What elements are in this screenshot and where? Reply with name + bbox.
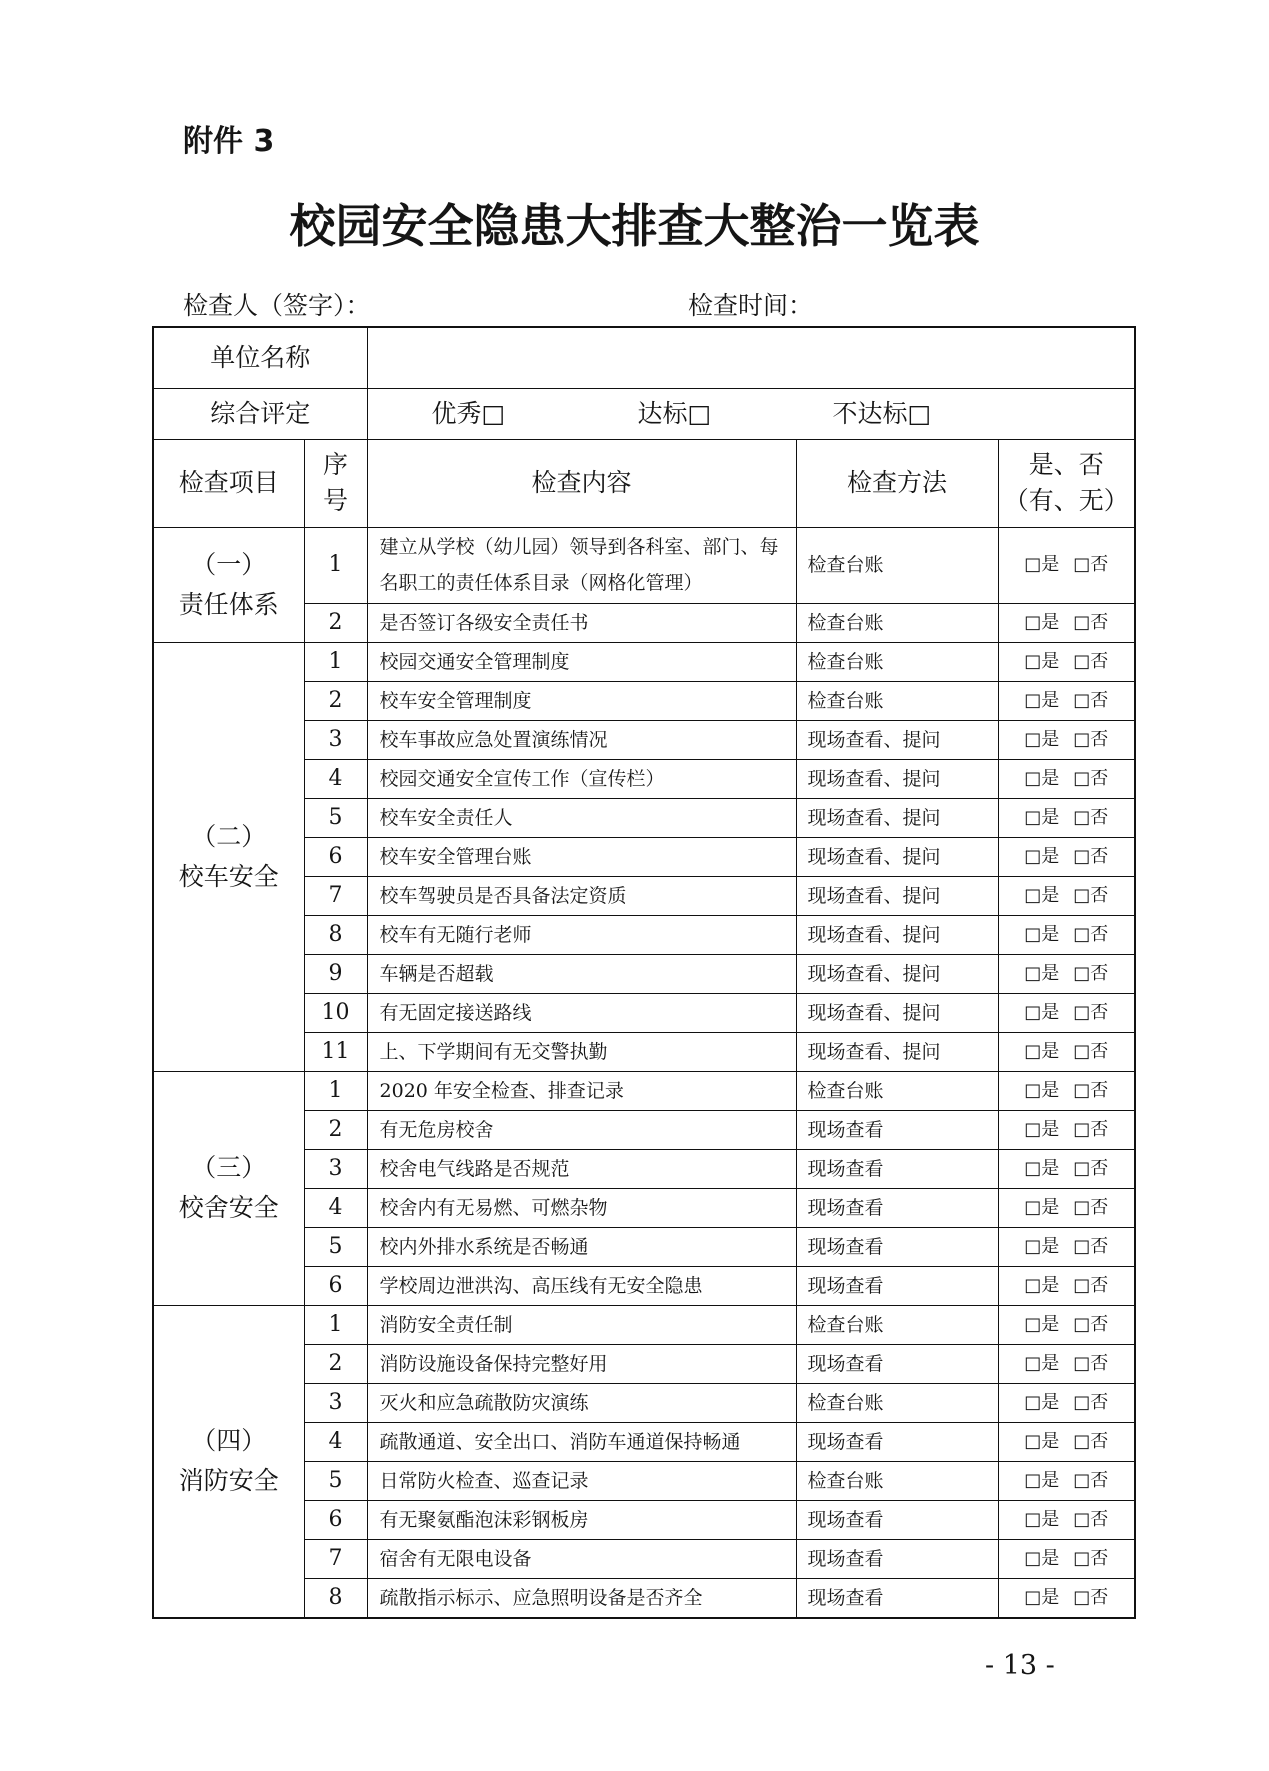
no-checkbox: □否 — [1073, 1235, 1109, 1257]
answer-cell — [998, 527, 1135, 603]
content-cell: 是否签订各级安全责任书 — [367, 603, 796, 642]
yes-checkbox: □是 — [1024, 1001, 1060, 1023]
answer-cell — [998, 1110, 1135, 1149]
table-row — [153, 1305, 1135, 1344]
no-checkbox: □否 — [1073, 1430, 1109, 1452]
sequence-cell: 10 — [304, 993, 367, 1032]
sequence-cell: 2 — [304, 1344, 367, 1383]
method-cell: 现场查看 — [796, 1422, 998, 1461]
no-checkbox: □否 — [1073, 1547, 1109, 1569]
yes-checkbox: □是 — [1024, 1157, 1060, 1179]
inspector-signature-label: 检查人（签字）： — [183, 291, 371, 320]
sequence-cell: 8 — [304, 1578, 367, 1618]
content-cell: 有无聚氨酯泡沫彩钢板房 — [367, 1500, 796, 1539]
method-cell: 检查台账 — [796, 1383, 998, 1422]
sequence-cell: 3 — [304, 720, 367, 759]
category-number: （一） — [191, 549, 267, 579]
method-cell: 现场查看、提问 — [796, 720, 998, 759]
unit-name-field — [367, 327, 1135, 388]
sequence-cell: 4 — [304, 1422, 367, 1461]
content-cell: 校车安全管理制度 — [367, 681, 796, 720]
method-cell: 现场查看、提问 — [796, 954, 998, 993]
yes-checkbox: □是 — [1024, 1547, 1060, 1569]
yes-checkbox: □是 — [1024, 962, 1060, 984]
category-number: （四） — [191, 1426, 267, 1455]
method-cell: 现场查看 — [796, 1110, 998, 1149]
answer-cell — [998, 1344, 1135, 1383]
answer-cell — [998, 759, 1135, 798]
yes-checkbox: □是 — [1024, 554, 1060, 575]
yes-checkbox: □是 — [1024, 1196, 1060, 1218]
method-cell: 检查台账 — [796, 1461, 998, 1500]
method-cell: 现场查看、提问 — [796, 993, 998, 1032]
no-checkbox: □否 — [1073, 845, 1109, 867]
content-cell: 校园交通安全管理制度 — [367, 642, 796, 681]
content-cell: 消防设施设备保持完整好用 — [367, 1344, 796, 1383]
yes-checkbox: □是 — [1024, 1352, 1060, 1374]
yes-checkbox: □是 — [1024, 1079, 1060, 1101]
category-name: 校舍安全 — [178, 1193, 279, 1222]
header-sequence-line: 序 — [323, 450, 349, 479]
sequence-cell: 5 — [304, 1227, 367, 1266]
answer-cell — [998, 954, 1135, 993]
content-cell: 宿舍有无限电设备 — [367, 1539, 796, 1578]
sequence-cell: 1 — [304, 527, 367, 603]
yes-checkbox: □是 — [1024, 1430, 1060, 1452]
overall-rating-options — [367, 388, 1135, 439]
sequence-cell: 6 — [304, 1500, 367, 1539]
answer-cell — [998, 1578, 1135, 1618]
header-sequence-line: 号 — [323, 486, 349, 515]
answer-cell — [998, 1539, 1135, 1578]
inspection-table — [152, 326, 1136, 1619]
yes-checkbox: □是 — [1024, 1391, 1060, 1413]
overall-rating-row — [153, 388, 1135, 439]
table-header-row — [153, 439, 1135, 527]
header-inspection-content: 检查内容 — [367, 439, 796, 527]
method-cell: 现场查看 — [796, 1149, 998, 1188]
answer-cell — [998, 1383, 1135, 1422]
content-cell: 学校周边泄洪沟、高压线有无安全隐患 — [367, 1266, 796, 1305]
yes-checkbox: □是 — [1024, 1586, 1060, 1608]
document-title: 校园安全隐患大排查大整治一览表 — [289, 199, 980, 253]
answer-cell — [998, 1422, 1135, 1461]
sequence-cell: 1 — [304, 642, 367, 681]
content-cell: 灭火和应急疏散防灾演练 — [367, 1383, 796, 1422]
answer-cell — [998, 1500, 1135, 1539]
no-checkbox: □否 — [1073, 1508, 1109, 1530]
category-name: 责任体系 — [178, 589, 279, 619]
answer-cell — [998, 642, 1135, 681]
category-name: 校车安全 — [178, 861, 279, 891]
no-checkbox: □否 — [1073, 1001, 1109, 1023]
no-checkbox: □否 — [1073, 611, 1109, 633]
sequence-cell: 7 — [304, 1539, 367, 1578]
header-inspection-item: 检查项目 — [153, 439, 304, 527]
sequence-cell: 3 — [304, 1149, 367, 1188]
no-checkbox: □否 — [1073, 650, 1109, 672]
method-cell: 现场查看、提问 — [796, 915, 998, 954]
yes-checkbox: □是 — [1024, 884, 1060, 906]
method-cell: 现场查看 — [796, 1539, 998, 1578]
method-cell: 现场查看、提问 — [796, 837, 998, 876]
no-checkbox: □否 — [1073, 1313, 1109, 1335]
method-cell: 检查台账 — [796, 681, 998, 720]
yes-checkbox: □是 — [1024, 728, 1060, 750]
no-checkbox: □否 — [1073, 1157, 1109, 1179]
no-checkbox: □否 — [1073, 1352, 1109, 1374]
rating-option-fail: 不达标□ — [832, 398, 932, 428]
method-cell: 现场查看 — [796, 1500, 998, 1539]
attachment-label: 附件 3 — [183, 124, 275, 159]
content-cell: 校车安全责任人 — [367, 798, 796, 837]
yes-checkbox: □是 — [1024, 1508, 1060, 1530]
answer-cell — [998, 915, 1135, 954]
method-cell: 现场查看 — [796, 1344, 998, 1383]
sequence-cell: 6 — [304, 837, 367, 876]
content-cell: 校园交通安全宣传工作（宣传栏） — [367, 759, 796, 798]
sequence-cell: 5 — [304, 798, 367, 837]
no-checkbox: □否 — [1073, 1196, 1109, 1218]
no-checkbox: □否 — [1073, 806, 1109, 828]
no-checkbox: □否 — [1073, 1469, 1109, 1491]
no-checkbox: □否 — [1073, 923, 1109, 945]
category-cell — [153, 1305, 304, 1618]
answer-cell — [998, 681, 1135, 720]
header-yes-no — [998, 439, 1135, 527]
method-cell: 检查台账 — [796, 1305, 998, 1344]
method-cell: 现场查看 — [796, 1227, 998, 1266]
table-row — [153, 527, 1135, 603]
category-number: （二） — [191, 821, 267, 851]
yes-checkbox: □是 — [1024, 689, 1060, 711]
answer-cell — [998, 720, 1135, 759]
answer-cell — [998, 1188, 1135, 1227]
sequence-cell: 5 — [304, 1461, 367, 1500]
no-checkbox: □否 — [1073, 1274, 1109, 1296]
answer-cell — [998, 837, 1135, 876]
table-row — [153, 642, 1135, 681]
category-cell — [153, 527, 304, 642]
method-cell: 检查台账 — [796, 527, 998, 603]
sequence-cell: 8 — [304, 915, 367, 954]
category-cell — [153, 642, 304, 1071]
sequence-cell: 11 — [304, 1032, 367, 1071]
header-yes-no-line: 是、否 — [1028, 450, 1104, 479]
no-checkbox: □否 — [1073, 554, 1109, 575]
content-cell: 校车事故应急处置演练情况 — [367, 720, 796, 759]
yes-checkbox: □是 — [1024, 611, 1060, 633]
answer-cell — [998, 1461, 1135, 1500]
no-checkbox: □否 — [1073, 884, 1109, 906]
unit-name-row — [153, 327, 1135, 388]
header-yes-no-line: （有、无） — [1003, 486, 1129, 515]
inspection-rows — [153, 527, 1135, 1618]
content-cell: 校车有无随行老师 — [367, 915, 796, 954]
yes-checkbox: □是 — [1024, 650, 1060, 672]
sequence-cell: 1 — [304, 1071, 367, 1110]
answer-cell — [998, 1149, 1135, 1188]
content-cell: 校舍电气线路是否规范 — [367, 1149, 796, 1188]
no-checkbox: □否 — [1073, 1586, 1109, 1608]
content-cell: 有无固定接送路线 — [367, 993, 796, 1032]
rating-option-excellent: 优秀□ — [431, 398, 506, 428]
no-checkbox: □否 — [1073, 1118, 1109, 1140]
yes-checkbox: □是 — [1024, 1274, 1060, 1296]
yes-checkbox: □是 — [1024, 845, 1060, 867]
yes-checkbox: □是 — [1024, 1040, 1060, 1062]
sequence-cell: 1 — [304, 1305, 367, 1344]
answer-cell — [998, 1266, 1135, 1305]
content-cell: 校舍内有无易燃、可燃杂物 — [367, 1188, 796, 1227]
method-cell: 现场查看、提问 — [796, 1032, 998, 1071]
content-cell: 2020 年安全检查、排查记录 — [367, 1071, 796, 1110]
header-inspection-method: 检查方法 — [796, 439, 998, 527]
inspection-time-label: 检查时间： — [688, 291, 814, 320]
table-row — [153, 1071, 1135, 1110]
sequence-cell: 2 — [304, 1110, 367, 1149]
no-checkbox: □否 — [1073, 1079, 1109, 1101]
no-checkbox: □否 — [1073, 962, 1109, 984]
rating-option-pass: 达标□ — [637, 398, 712, 428]
unit-name-label: 单位名称 — [153, 327, 367, 388]
method-cell: 现场查看 — [796, 1266, 998, 1305]
method-cell: 检查台账 — [796, 603, 998, 642]
content-cell: 消防安全责任制 — [367, 1305, 796, 1344]
sequence-cell: 3 — [304, 1383, 367, 1422]
answer-cell — [998, 1305, 1135, 1344]
category-name: 消防安全 — [178, 1466, 279, 1495]
no-checkbox: □否 — [1073, 728, 1109, 750]
page-number: - 13 - — [985, 1650, 1055, 1681]
method-cell: 现场查看、提问 — [796, 798, 998, 837]
sequence-cell: 2 — [304, 603, 367, 642]
content-cell: 校内外排水系统是否畅通 — [367, 1227, 796, 1266]
header-sequence — [304, 439, 367, 527]
content-cell: 疏散指示标示、应急照明设备是否齐全 — [367, 1578, 796, 1618]
sequence-cell: 2 — [304, 681, 367, 720]
sequence-cell: 4 — [304, 759, 367, 798]
no-checkbox: □否 — [1073, 1391, 1109, 1413]
answer-cell — [998, 876, 1135, 915]
sequence-cell: 9 — [304, 954, 367, 993]
answer-cell — [998, 1227, 1135, 1266]
answer-cell — [998, 1032, 1135, 1071]
answer-cell — [998, 603, 1135, 642]
no-checkbox: □否 — [1073, 767, 1109, 789]
method-cell: 检查台账 — [796, 642, 998, 681]
content-cell: 校车驾驶员是否具备法定资质 — [367, 876, 796, 915]
no-checkbox: □否 — [1073, 689, 1109, 711]
overall-rating-label: 综合评定 — [153, 388, 367, 439]
sequence-cell: 6 — [304, 1266, 367, 1305]
category-number: （三） — [191, 1153, 267, 1182]
sequence-cell: 4 — [304, 1188, 367, 1227]
sequence-cell: 7 — [304, 876, 367, 915]
content-cell: 车辆是否超载 — [367, 954, 796, 993]
yes-checkbox: □是 — [1024, 806, 1060, 828]
yes-checkbox: □是 — [1024, 1469, 1060, 1491]
method-cell: 现场查看、提问 — [796, 759, 998, 798]
content-cell: 疏散通道、安全出口、消防车通道保持畅通 — [367, 1422, 796, 1461]
no-checkbox: □否 — [1073, 1040, 1109, 1062]
method-cell: 现场查看、提问 — [796, 876, 998, 915]
yes-checkbox: □是 — [1024, 1118, 1060, 1140]
method-cell: 检查台账 — [796, 1071, 998, 1110]
answer-cell — [998, 1071, 1135, 1110]
answer-cell — [998, 798, 1135, 837]
content-cell: 上、下学期间有无交警执勤 — [367, 1032, 796, 1071]
content-cell: 建立从学校（幼儿园）领导到各科室、部门、每名职工的责任体系目录（网格化管理） — [367, 527, 796, 603]
answer-cell — [998, 993, 1135, 1032]
content-cell: 有无危房校舍 — [367, 1110, 796, 1149]
method-cell: 现场查看 — [796, 1188, 998, 1227]
content-cell: 校车安全管理台账 — [367, 837, 796, 876]
yes-checkbox: □是 — [1024, 1235, 1060, 1257]
yes-checkbox: □是 — [1024, 923, 1060, 945]
category-cell — [153, 1071, 304, 1305]
yes-checkbox: □是 — [1024, 1313, 1060, 1335]
content-cell: 日常防火检查、巡查记录 — [367, 1461, 796, 1500]
yes-checkbox: □是 — [1024, 767, 1060, 789]
method-cell: 现场查看 — [796, 1578, 998, 1618]
